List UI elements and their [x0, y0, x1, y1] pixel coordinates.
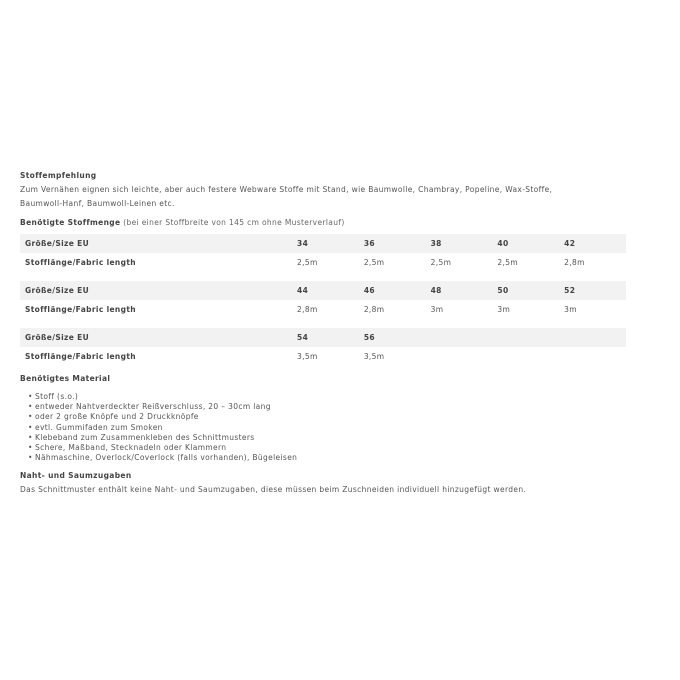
- fabric-heading: Stoffempfehlung: [20, 171, 97, 180]
- material-heading: Benötigtes Material: [20, 374, 111, 383]
- length-cell: [426, 347, 493, 366]
- amount-heading-title: Benötigte Stoffmenge: [20, 218, 121, 227]
- size-cell: 38: [426, 234, 493, 253]
- amount-note: (bei einer Stoffbreite von 145 cm ohne Musterverlauf): [120, 218, 345, 227]
- length-label: Stofflänge/Fabric length: [25, 352, 136, 361]
- length-cell: 2,5m: [297, 258, 318, 267]
- fabric-line-1: Zum Vernähen eignen sich leichte, aber auch festere Webware Stoffe mit Stand, wie Baumwolle, Chambray, Popeline, Wax-Stoffe,: [20, 185, 553, 194]
- length-cell: 2,8m: [297, 305, 318, 314]
- length-cell: 3m: [564, 305, 577, 314]
- size-row: [20, 281, 626, 300]
- size-cell: 50: [492, 281, 559, 300]
- length-cell: 3,5m: [363, 352, 385, 361]
- list-item: • entweder Nahtverdeckter Reißverschluss, 20 – 30cm lang: [35, 402, 626, 412]
- size-table: [20, 234, 626, 366]
- size-row: [20, 234, 626, 253]
- product-description: [20, 171, 626, 497]
- material-list: [20, 392, 626, 463]
- length-cell: [559, 347, 626, 366]
- length-row: [20, 253, 626, 272]
- length-row: [20, 347, 626, 366]
- size-cell: 40: [492, 234, 559, 253]
- size-cell: 44: [292, 281, 359, 300]
- size-cell: 34: [292, 234, 359, 253]
- list-item: • Nähmaschine, Overlock/Coverlock (falls vorhanden), Bügeleisen: [35, 453, 626, 463]
- size-cell: 46: [359, 281, 426, 300]
- length-label: Stofflänge/Fabric length: [25, 305, 136, 314]
- size-cell: 36: [359, 234, 426, 253]
- length-cell: 2,5m: [430, 258, 452, 267]
- fabric-line-2: Baumwoll-Hanf, Baumwoll-Leinen etc.: [20, 198, 175, 208]
- length-cell: 3m: [430, 305, 444, 314]
- amount-heading: [20, 218, 626, 228]
- size-cell: [492, 328, 559, 347]
- seam-heading: Naht- und Saumzugaben: [20, 471, 132, 481]
- list-item: • Stoff (s.o.): [35, 392, 626, 402]
- length-cell: 2,8m: [564, 258, 585, 267]
- list-item: • oder 2 große Knöpfe und 2 Druckknöpfe: [35, 412, 626, 422]
- length-cell: 3m: [497, 305, 511, 314]
- length-cell: [492, 347, 559, 366]
- list-item: • evtl. Gummifaden zum Smoken: [35, 423, 626, 433]
- length-row: [20, 300, 626, 319]
- size-cell: [559, 328, 626, 347]
- table-spacer: [20, 319, 626, 328]
- table-spacer: [20, 272, 626, 281]
- size-row: [20, 328, 626, 347]
- length-label: Stofflänge/Fabric length: [25, 258, 136, 267]
- seam-text: Das Schnittmuster enthält keine Naht- und Saumzugaben, diese müssen beim Zuschneiden individuell hinzugefügt werden.: [20, 485, 527, 495]
- list-item: • Klebeband zum Zusammenkleben des Schnittmusters: [35, 433, 626, 443]
- size-cell: 54: [292, 328, 359, 347]
- length-cell: 3,5m: [297, 352, 318, 361]
- length-cell: 2,5m: [363, 258, 385, 267]
- size-cell: 52: [559, 281, 626, 300]
- length-cell: 2,5m: [497, 258, 519, 267]
- size-cell: 42: [559, 234, 626, 253]
- list-item: • Schere, Maßband, Stecknadeln oder Klammern: [35, 443, 626, 453]
- size-cell: 56: [359, 328, 426, 347]
- size-cell: [426, 328, 493, 347]
- size-cell: 48: [426, 281, 493, 300]
- length-cell: 2,8m: [363, 305, 385, 314]
- fabric-text: [20, 183, 626, 210]
- size-label: Größe/Size EU: [20, 328, 292, 347]
- size-label: Größe/Size EU: [20, 281, 292, 300]
- size-label: Größe/Size EU: [20, 234, 292, 253]
